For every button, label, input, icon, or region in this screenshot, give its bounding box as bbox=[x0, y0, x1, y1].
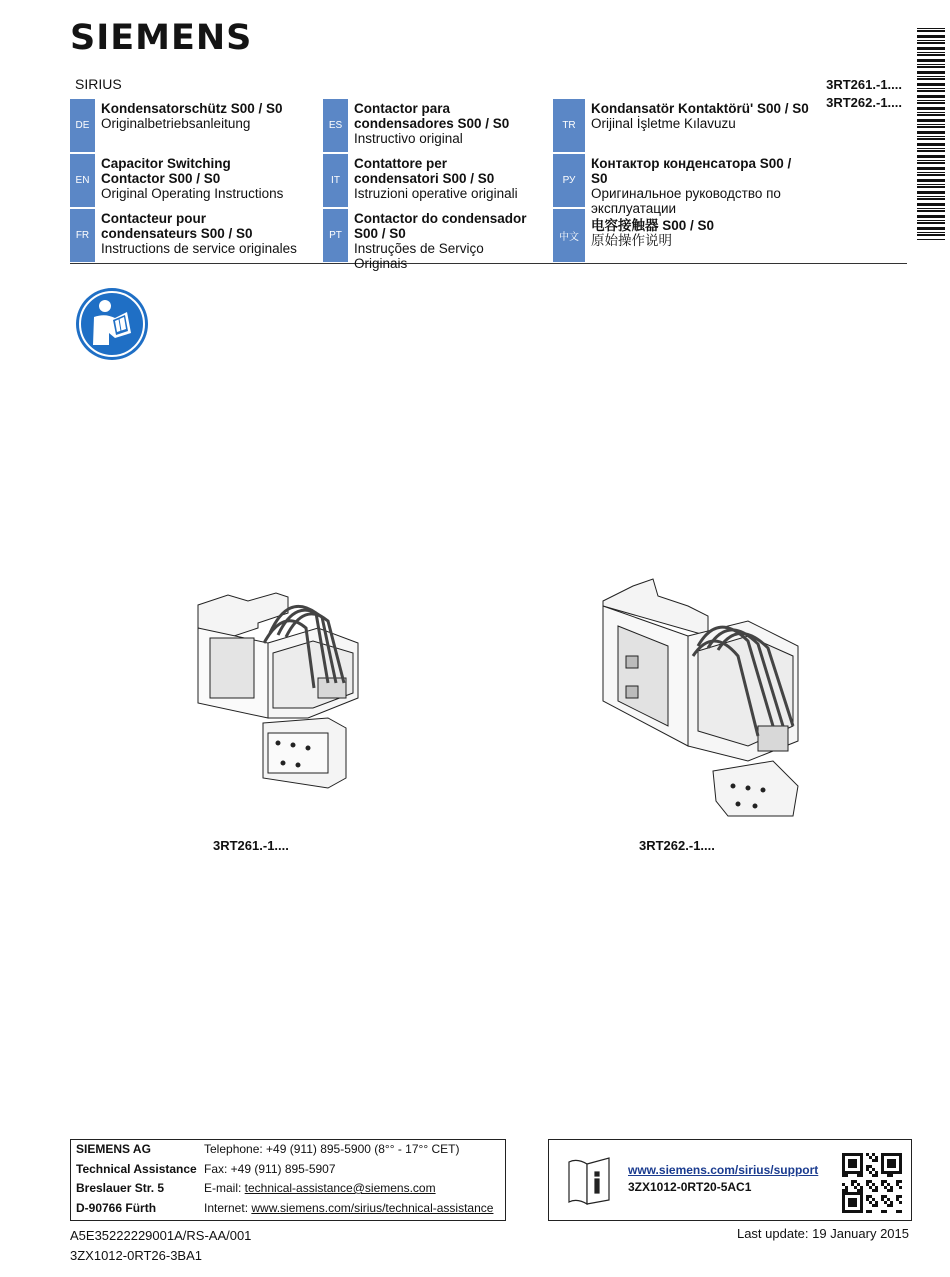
email-link[interactable]: technical-assistance@siemens.com bbox=[244, 1181, 436, 1195]
document-number: A5E35222229001A/RS-AA/001 bbox=[70, 1228, 252, 1243]
language-badge: TR bbox=[553, 99, 585, 152]
contact-key: Breslauer Str. 5 bbox=[76, 1181, 165, 1195]
email-label: E-mail: bbox=[204, 1181, 245, 1195]
siemens-logo: SIEMENS bbox=[70, 18, 253, 58]
language-title: Contacteur pour condensateurs S00 / S0 bbox=[101, 211, 253, 241]
contact-value: Fax: +49 (911) 895-5907 bbox=[204, 1161, 336, 1176]
language-entry-zh bbox=[553, 209, 813, 262]
contact-row bbox=[71, 1160, 505, 1180]
support-link[interactable]: www.siemens.com/sirius/support bbox=[628, 1163, 819, 1177]
internet-label: Internet: bbox=[204, 1200, 252, 1215]
language-title: Contactor para condensadores S00 / S0 bbox=[354, 101, 510, 131]
language-entry-it bbox=[323, 154, 551, 207]
language-title: Capacitor Switching Contactor S00 / S0 bbox=[101, 156, 231, 186]
internet-link[interactable]: www.siemens.com/sirius/technical-assistance bbox=[251, 1200, 494, 1215]
language-entry-pt bbox=[323, 209, 551, 271]
figure-caption-right: 3RT262.-1.... bbox=[639, 838, 715, 853]
product-line: SIRIUS bbox=[75, 76, 122, 92]
language-title: Kondansatör Kontaktörü' S00 / S0 bbox=[591, 101, 809, 116]
language-subtitle: Оригинальное руководство по эксплуатации bbox=[591, 186, 781, 216]
language-grid bbox=[70, 99, 907, 271]
language-entry-de bbox=[70, 99, 320, 152]
language-badge: FR bbox=[70, 209, 95, 262]
support-code: 3ZX1012-0RT20-5AC1 bbox=[628, 1180, 752, 1194]
language-entry-en bbox=[70, 154, 320, 207]
support-box bbox=[548, 1139, 912, 1221]
contact-value: Telephone: +49 (911) 895-5900 (8°° - 17°° CET) bbox=[204, 1142, 460, 1156]
article-code: 3RT261.-1.... bbox=[826, 77, 902, 92]
contactor-3rt262-illustration bbox=[598, 576, 808, 821]
language-badge: PT bbox=[323, 209, 348, 262]
language-entry-fr bbox=[70, 209, 320, 262]
contactor-3rt261-illustration bbox=[188, 583, 368, 798]
language-badge: ES bbox=[323, 99, 348, 152]
document-ids bbox=[70, 1226, 251, 1266]
language-subtitle: Originalbetriebsanleitung bbox=[101, 116, 251, 131]
language-subtitle: Instructivo original bbox=[354, 131, 463, 146]
language-title: Contactor do condensador S00 / S0 bbox=[354, 211, 527, 241]
contact-key: Technical Assistance bbox=[76, 1161, 197, 1176]
language-badge: РУ bbox=[553, 154, 585, 207]
contact-row bbox=[71, 1140, 505, 1160]
contact-key: D-90766 Fürth bbox=[76, 1200, 157, 1215]
contact-box bbox=[70, 1139, 506, 1221]
language-title: Контактор конденсатора S00 / S0 bbox=[591, 156, 792, 186]
language-subtitle: Instruções de Serviço Originais bbox=[354, 241, 484, 271]
language-entry-tr bbox=[553, 99, 813, 152]
language-entry-es bbox=[323, 99, 551, 152]
language-badge: 中文 bbox=[553, 209, 585, 262]
language-title: Contattore per condensatori S00 / S0 bbox=[354, 156, 495, 186]
language-badge: DE bbox=[70, 99, 95, 152]
qr-code-icon[interactable] bbox=[842, 1153, 902, 1213]
language-subtitle: Instructions de service originales bbox=[101, 241, 297, 256]
language-title: Kondensatorschütz S00 / S0 bbox=[101, 101, 283, 116]
figure-caption-left: 3RT261.-1.... bbox=[213, 838, 289, 853]
language-subtitle: Original Operating Instructions bbox=[101, 186, 284, 201]
read-manual-icon bbox=[75, 287, 149, 361]
language-subtitle: Orijinal İşletme Kılavuzu bbox=[591, 116, 736, 131]
info-book-icon bbox=[565, 1154, 613, 1208]
contact-row bbox=[71, 1179, 505, 1199]
language-badge: EN bbox=[70, 154, 95, 207]
last-update: Last update: 19 January 2015 bbox=[736, 1226, 909, 1241]
barcode-icon bbox=[917, 28, 945, 240]
document-code: 3ZX1012-0RT26-3BA1 bbox=[70, 1248, 203, 1263]
language-title: 电容接触器 S00 / S0 bbox=[591, 218, 715, 233]
contact-key: SIEMENS AG bbox=[76, 1142, 151, 1156]
language-subtitle: Istruzioni operative originali bbox=[354, 186, 518, 201]
language-subtitle: 原始操作说明 bbox=[591, 233, 672, 248]
article-code: 3RT262.-1.... bbox=[826, 95, 902, 110]
language-badge: IT bbox=[323, 154, 348, 207]
language-entry-ru bbox=[553, 154, 813, 216]
contact-row bbox=[71, 1199, 505, 1219]
